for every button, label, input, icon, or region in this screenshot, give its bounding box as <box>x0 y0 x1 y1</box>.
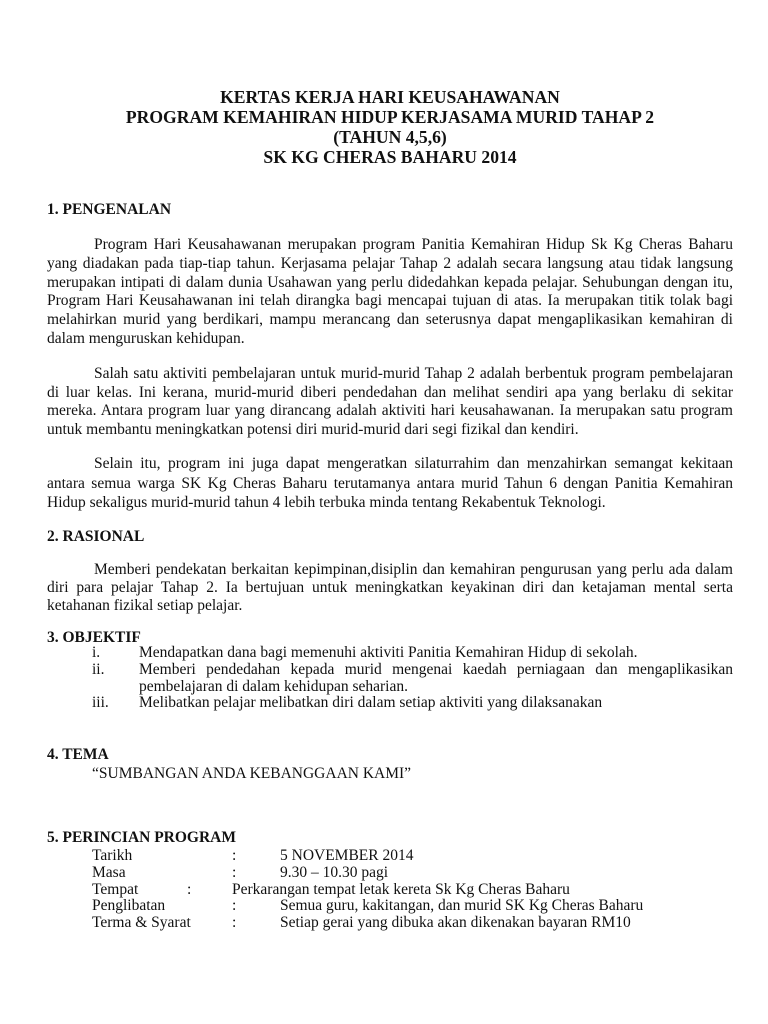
detail-row-tarikh <box>92 848 733 865</box>
detail-separator: : <box>187 880 192 898</box>
objective-text <box>139 695 733 712</box>
title-line: (TAHUN 4,5,6) <box>333 127 447 147</box>
objective-text <box>139 662 733 696</box>
detail-value: 9.30 – 10.30 pagi <box>280 863 389 881</box>
paragraph <box>47 365 733 440</box>
paragraph <box>47 454 733 513</box>
title-line: KERTAS KERJA HARI KEUSAHAWANAN <box>220 87 560 107</box>
objective-line: Mendapatkan dana bagi memenuhi aktiviti Panitia Kemahiran Hidup di sekolah. <box>139 644 638 661</box>
section-heading-rasional: 2. RASIONAL <box>47 528 145 545</box>
section-heading-perincian: 5. PERINCIAN PROGRAM <box>47 829 237 846</box>
paragraph-line: Salah satu aktiviti pembelajaran untuk murid-murid Tahap 2 adalah berbentuk program pembelajaran <box>94 365 733 382</box>
paragraph <box>47 236 733 349</box>
program-details <box>92 848 733 932</box>
paragraph-line: diri para pelajar Tahap 2. Ia bertujuan untuk meningkatkan keyakinan diri dan ketajaman mental serta <box>47 579 733 596</box>
paragraph-line: Hidup sekaligus murid-murid tahun 4 lebih terbuka minda tentang Rekabentuk Teknologi. <box>47 494 606 512</box>
detail-separator: : <box>232 847 237 864</box>
objective-line: pembelajaran di dalam kehidupan seharian. <box>139 677 408 695</box>
paragraph-line: antara semua warga SK Kg Cheras Baharu terutamanya antara murid Tahun 6 dengan Panitia Kemahiran <box>47 474 733 492</box>
paragraph-line: merupakan intipati di dalam dunia Usahawan yang perlu didedahkan kepada pelajar. Sehubungan dengan itu, <box>47 273 733 291</box>
section-heading-tema: 4. TEMA <box>47 746 109 763</box>
theme-text: “SUMBANGAN ANDA KEBANGGAAN KAMI” <box>92 765 412 782</box>
section-heading-pengenalan: 1. PENGENALAN <box>47 201 172 218</box>
objective-numeral: ii. <box>92 660 105 678</box>
paragraph-line: di luar kelas. Ini kerana, murid-murid diberi pendedahan dan melihat sendiri apa yang berlaku di sekitar <box>47 383 733 401</box>
objective-line: Memberi pendedahan kepada murid mengenai kaedah perniagaan dan mengaplikasikan <box>139 660 733 678</box>
paragraph-line: mereka. Antara program luar yang dirancang adalah aktiviti hari keusahawanan. Ia merupakan satu program <box>47 402 733 420</box>
paragraph-line: Program Hari Keusahawanan ini telah dirangka bagi mencapai tujuan di atas. Ia merupakan titik tolak bagi <box>47 292 733 310</box>
title-line: PROGRAM KEMAHIRAN HIDUP KERJASAMA MURID TAHAP 2 <box>125 107 655 127</box>
detail-separator: : <box>232 863 237 881</box>
paragraph-line: yang diadakan pada tiap-tiap tahun. Kerjasama pelajar Tahap 2 adalah secara langsung atau tidak langsung <box>47 254 733 272</box>
detail-label: Tempat <box>92 880 139 898</box>
detail-row-terma-syarat <box>92 915 733 932</box>
detail-row-masa <box>92 865 733 882</box>
objective-item <box>92 695 733 712</box>
detail-label: Masa <box>92 863 126 881</box>
paragraph-line: melahirkan murid yang berdikari, mampu merancang dan seterusnya dapat mengaplikasikan kemahiran di <box>47 311 733 329</box>
section-heading-objektif: 3. OBJEKTIF <box>47 629 141 646</box>
detail-label: Tarikh <box>92 847 133 864</box>
objective-line: Melibatkan pelajar melibatkan diri dalam setiap aktiviti yang dilaksanakan <box>139 694 603 712</box>
detail-value: Setiap gerai yang dibuka akan dikenakan bayaran RM10 <box>280 914 631 932</box>
objective-numeral: iii. <box>92 694 109 712</box>
detail-separator: : <box>232 897 237 915</box>
detail-value: Semua guru, kakitangan, dan murid SK Kg Cheras Baharu <box>280 897 644 915</box>
paragraph-line: ketahanan fizikal setiap pelajar. <box>47 597 243 614</box>
title-line: SK KG CHERAS BAHARU 2014 <box>263 147 517 167</box>
detail-label: Terma & Syarat <box>92 914 191 932</box>
objective-list <box>92 645 733 712</box>
detail-value: Perkarangan tempat letak kereta Sk Kg Cheras Baharu <box>232 880 570 898</box>
document-title <box>47 87 733 167</box>
objective-text <box>139 645 733 662</box>
detail-value: 5 NOVEMBER 2014 <box>280 847 414 864</box>
paragraph-line: Program Hari Keusahawanan merupakan program Panitia Kemahiran Hidup Sk Kg Cheras Baharu <box>94 236 733 253</box>
objective-item <box>92 645 733 662</box>
paragraph-line: dalam menguruskan kehidupan. <box>47 329 245 347</box>
detail-row-tempat <box>92 882 733 899</box>
paragraph-line: untuk membantu meningkatkan potensi diri murid-murid dari segi fizikal dan kendiri. <box>47 421 579 439</box>
paragraph <box>47 561 733 615</box>
detail-separator: : <box>232 914 237 932</box>
detail-label: Penglibatan <box>92 897 166 915</box>
paragraph-line: Selain itu, program ini juga dapat mengeratkan silaturrahim dan menzahirkan semangat kekitaan <box>94 455 733 472</box>
paragraph-line: Memberi pendekatan berkaitan kepimpinan,disiplin dan kemahiran pengurusan yang perlu ada dalam <box>94 561 733 578</box>
detail-row-penglibatan <box>92 898 733 915</box>
objective-item <box>92 662 733 696</box>
objective-numeral: i. <box>92 644 101 661</box>
